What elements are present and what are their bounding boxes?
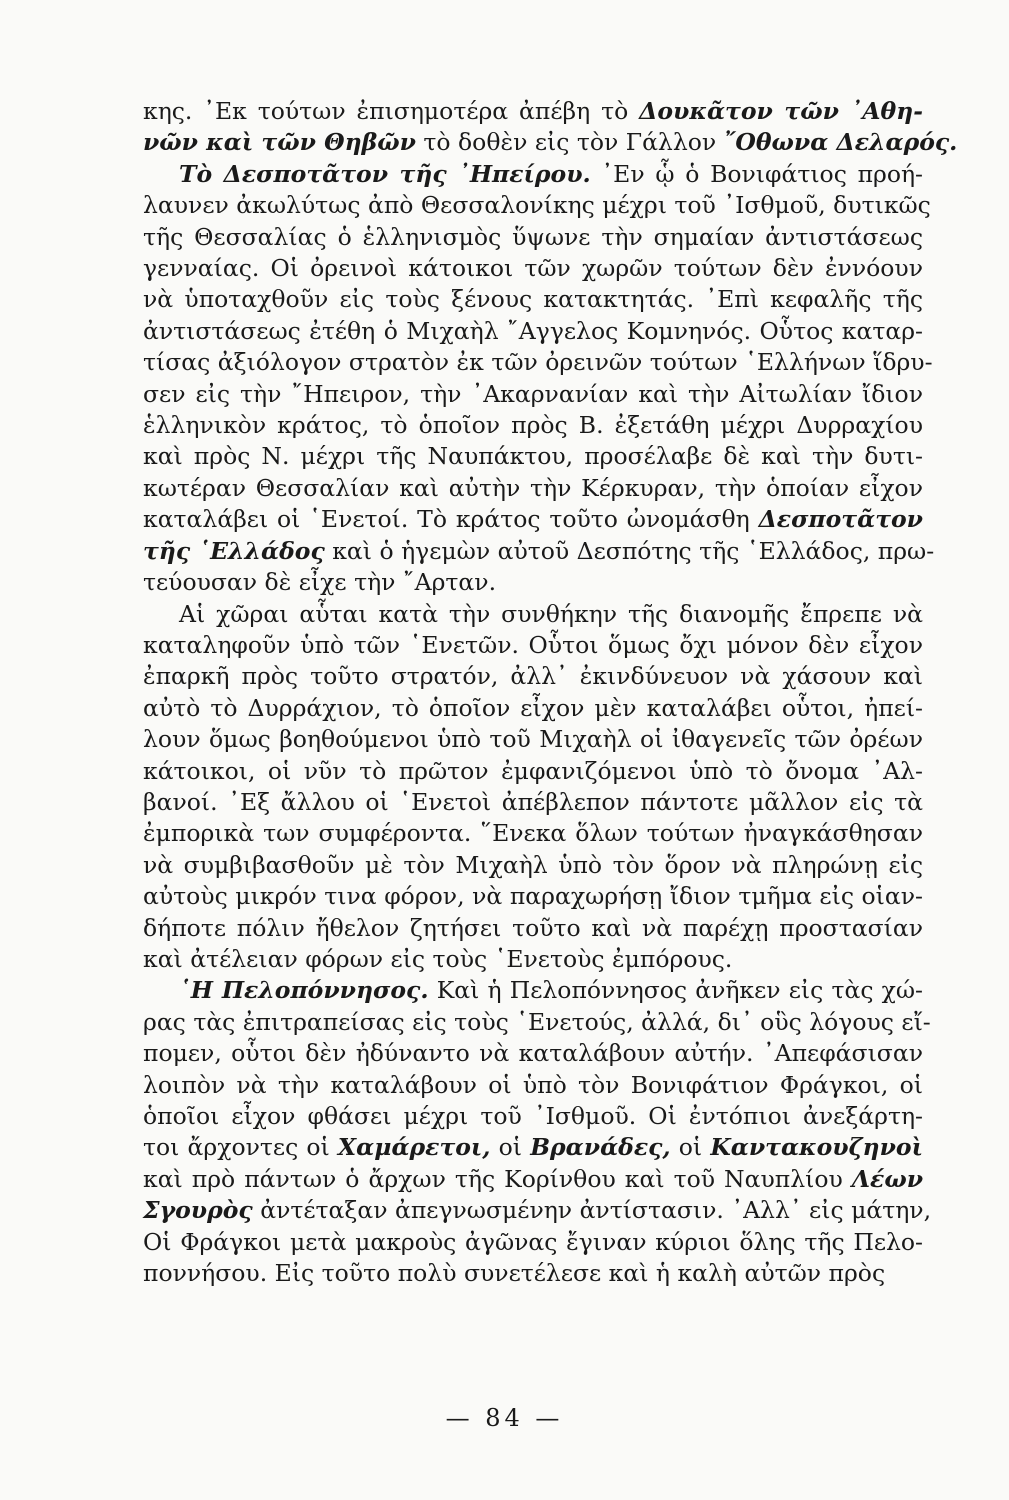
text-line [143, 818, 923, 849]
text-line [143, 1195, 932, 1226]
text-line [143, 850, 923, 881]
text-run: λαυνεν ἀκωλύτως ἀπὸ Θεσσαλονίκης μέχρι τοῦ ᾽Ισθμοῦ, δυτικῶς [143, 191, 931, 220]
text-run: ἀντιστάσεως ἐτέθη ὁ Μιχαὴλ ῎Αγγελος Κομνηνός. Οὗτος καταρ- [143, 316, 923, 345]
text-run: ἑλληνικὸν κράτος, τὸ ὁποῖον πρὸς Β. ἐξετάθη μέχρι Δυρραχίου [143, 411, 923, 440]
text-run: λοιπὸν νὰ τὴν καταλάβουν οἱ ὑπὸ τὸν Βονιφάτιον Φράγκοι, οἱ [143, 1070, 923, 1099]
text-run: κης. ᾽Εκ τούτων ἐπισημοτέρα ἀπέβη τὸ [143, 97, 640, 125]
emphasis-run: Δεσποτᾶτον [758, 505, 923, 534]
text-line [143, 379, 923, 410]
text-line [143, 1101, 923, 1132]
text-run: τὸ δοθὲν εἰς τὸν Γάλλον [415, 128, 724, 157]
text-line [143, 316, 923, 347]
text-line [143, 1038, 923, 1069]
paragraph [143, 96, 958, 159]
text-line [143, 536, 935, 567]
text-line [143, 441, 923, 472]
text-run: κάτοικοι, οἱ νῦν τὸ πρῶτον ἐμφανιζόμενοι ὑπὸ τὸ ὄνομα ᾽Αλ- [143, 756, 923, 785]
text-run: καὶ ἀτέλειαν φόρων εἰς τοὺς ῾Ενετοὺς ἐμπόρους. [143, 944, 733, 973]
text-line [143, 975, 923, 1006]
text-line [143, 630, 923, 661]
text-run: βανοί. ᾽Εξ ἄλλου οἱ ῾Ενετοὶ ἀπέβλεπον πάντοτε μᾶλλον εἰς τὰ [143, 787, 923, 816]
text-run: σεν εἰς τὴν ῎Ηπειρον, τὴν ᾽Ακαρνανίαν καὶ τὴν Αἰτωλίαν ἴδιον [143, 379, 923, 408]
text-line [143, 347, 933, 378]
text-line [143, 253, 923, 284]
text-line [143, 661, 923, 692]
text-line [143, 944, 923, 975]
text-run: τίσας ἀξιόλογον στρατὸν ἐκ τῶν ὀρεινῶν τούτων ῾Ελλήνων ἵδρυ- [143, 348, 933, 377]
text-line [143, 96, 923, 127]
emphasis-run: Βρανάδες, [530, 1133, 671, 1162]
text-run: λουν ὅμως βοηθούμενοι ὑπὸ τοῦ Μιχαὴλ οἱ ἰθαγενεῖς τῶν ὀρέων [143, 725, 923, 754]
emphasis-run: ῾Η Πελοπόννησος. [179, 976, 429, 1005]
text-line [143, 1132, 923, 1163]
emphasis-run: τῆς ῾Ελλάδος [143, 536, 325, 565]
text-run: αὐτοὺς μικρόν τινα φόρον, νὰ παραχωρήσῃ ἴδιον τμῆμα εἰς οἱαν- [143, 882, 923, 911]
text-line [143, 159, 923, 190]
emphasis-run: Δουκᾶτον τῶν ᾽Αθη- [639, 97, 923, 125]
text-run: οἱ [670, 1133, 711, 1162]
text-run: ρας τὰς ἐπιτραπείσας εἰς τοὺς ῾Ενετούς, ἀλλά, δι᾽ οὓς λόγους εἴ- [143, 1007, 931, 1036]
text-line [143, 787, 923, 818]
text-run: αὐτὸ τὸ Δυρράχιον, τὸ ὁποῖον εἶχον μὲν καταλάβει οὗτοι, ἠπεί- [143, 693, 923, 722]
text-run: δήποτε πόλιν ἤθελον ζητήσει τοῦτο καὶ νὰ παρέχῃ προστασίαν [143, 913, 923, 942]
emphasis-run: ῎Οθωνα Δελαρός. [723, 128, 958, 157]
text-run: πομεν, οὗτοι δὲν ἠδύναντο νὰ καταλάβουν αὐτήν. ᾽Απεφάσισαν [143, 1039, 923, 1068]
text-line [143, 504, 923, 535]
emphasis-run: Καντακουζηνοὶ [710, 1133, 923, 1162]
text-run: Οἱ Φράγκοι μετὰ μακροὺς ἀγῶνας ἔγιναν κύριοι ὅλης τῆς Πελο- [143, 1227, 923, 1256]
text-run: νὰ συμβιβασθοῦν μὲ τὸν Μιχαὴλ ὑπὸ τὸν ὅρον νὰ πληρώνῃ εἰς [143, 850, 923, 879]
text-line [143, 567, 923, 598]
text-line [143, 1227, 923, 1258]
text-line [143, 881, 923, 912]
text-run: τεύουσαν δὲ εἶχε τὴν ῎Αρταν. [143, 568, 497, 597]
emphasis-run: νῶν καὶ τῶν Θηβῶν [143, 128, 416, 157]
text-run: ᾽Εν ᾧ ὁ Βονιφάτιος προή- [590, 159, 924, 188]
text-line [143, 1007, 931, 1038]
emphasis-run: Τὸ Δεσποτᾶτον τῆς ᾽Ηπείρου. [179, 159, 591, 188]
text-line [143, 1258, 923, 1289]
text-run: νὰ ὑποταχθοῦν εἰς τοὺς ξένους κατακτητάς. ᾽Επὶ κεφαλῆς τῆς [143, 285, 923, 314]
text-line [143, 127, 958, 158]
text-line [143, 410, 923, 441]
text-run: ἐπαρκῆ πρὸς τοῦτο στρατόν, ἀλλ᾽ ἐκινδύνευον νὰ χάσουν καὶ [143, 662, 923, 691]
text-run: τοι ἄρχοντες οἱ [143, 1133, 338, 1162]
body-text [143, 96, 958, 1289]
text-run: κωτέραν Θεσσαλίαν καὶ αὐτὴν τὴν Κέρκυραν, τὴν ὁποίαν εἶχον [143, 473, 923, 502]
text-run: καὶ πρὸς Ν. μέχρι τῆς Ναυπάκτου, προσέλαβε δὲ καὶ τὴν δυτι- [143, 442, 923, 471]
paragraph [143, 599, 923, 976]
emphasis-run: Χαμάρετοι, [337, 1133, 491, 1162]
text-line [143, 1070, 923, 1101]
text-run: καὶ πρὸ πάντων ὁ ἄρχων τῆς Κορίνθου καὶ τοῦ Ναυπλίου [143, 1164, 852, 1193]
page-number: — 84 — [445, 1404, 564, 1432]
emphasis-run: Λέων [851, 1164, 923, 1193]
text-line [143, 222, 923, 253]
text-line [143, 756, 923, 787]
paragraph [143, 975, 932, 1289]
text-run: καταληφοῦν ὑπὸ τῶν ῾Ενετῶν. Οὗτοι ὅμως ὄχι μόνον δὲν εἶχον [143, 630, 923, 659]
text-run: τῆς Θεσσαλίας ὁ ἑλληνισμὸς ὕψωνε τὴν σημαίαν ἀντιστάσεως [143, 222, 923, 251]
text-run: ὁποῖοι εἶχον φθάσει μέχρι τοῦ ᾽Ισθμοῦ. Οἱ ἐντόπιοι ἀνεξάρτη- [143, 1102, 923, 1130]
text-line [143, 1164, 923, 1195]
text-run: καὶ ὁ ἡγεμὼν αὐτοῦ Δεσπότης τῆς ῾Ελλάδος, πρω- [324, 536, 935, 565]
text-run: οἱ [490, 1133, 531, 1162]
text-line [143, 190, 931, 221]
text-run: γενναίας. Οἱ ὀρεινοὶ κάτοικοι τῶν χωρῶν τούτων δὲν ἐννόουν [143, 254, 923, 283]
text-line [143, 693, 923, 724]
text-line [143, 913, 923, 944]
emphasis-run: Σγουρὸς [143, 1196, 253, 1225]
text-run: Καὶ ἡ Πελοπόννησος ἀνῆκεν εἰς τὰς χώ- [428, 976, 923, 1005]
text-line [143, 473, 923, 504]
text-run: ἐμπορικὰ των συμφέροντα. ῞Ενεκα ὅλων τούτων ἠναγκάσθησαν [143, 819, 923, 848]
text-run: Αἱ χῶραι αὗται κατὰ τὴν συνθήκην τῆς διανομῆς ἔπρεπε νὰ [179, 599, 923, 628]
paragraph [143, 159, 935, 599]
text-run: ποννήσου. Εἰς τοῦτο πολὺ συνετέλεσε καὶ ἡ καλὴ αὐτῶν πρὸς [143, 1259, 886, 1288]
text-run: ἀντέταξαν ἀπεγνωσμένην ἀντίστασιν. ᾽Αλλ᾽ εἰς μάτην, [252, 1196, 932, 1225]
text-line [143, 599, 923, 630]
text-line [143, 724, 923, 755]
text-run: καταλάβει οἱ ῾Ενετοί. Τὸ κράτος τοῦτο ὠνομάσθη [143, 505, 759, 534]
text-line [143, 284, 923, 315]
